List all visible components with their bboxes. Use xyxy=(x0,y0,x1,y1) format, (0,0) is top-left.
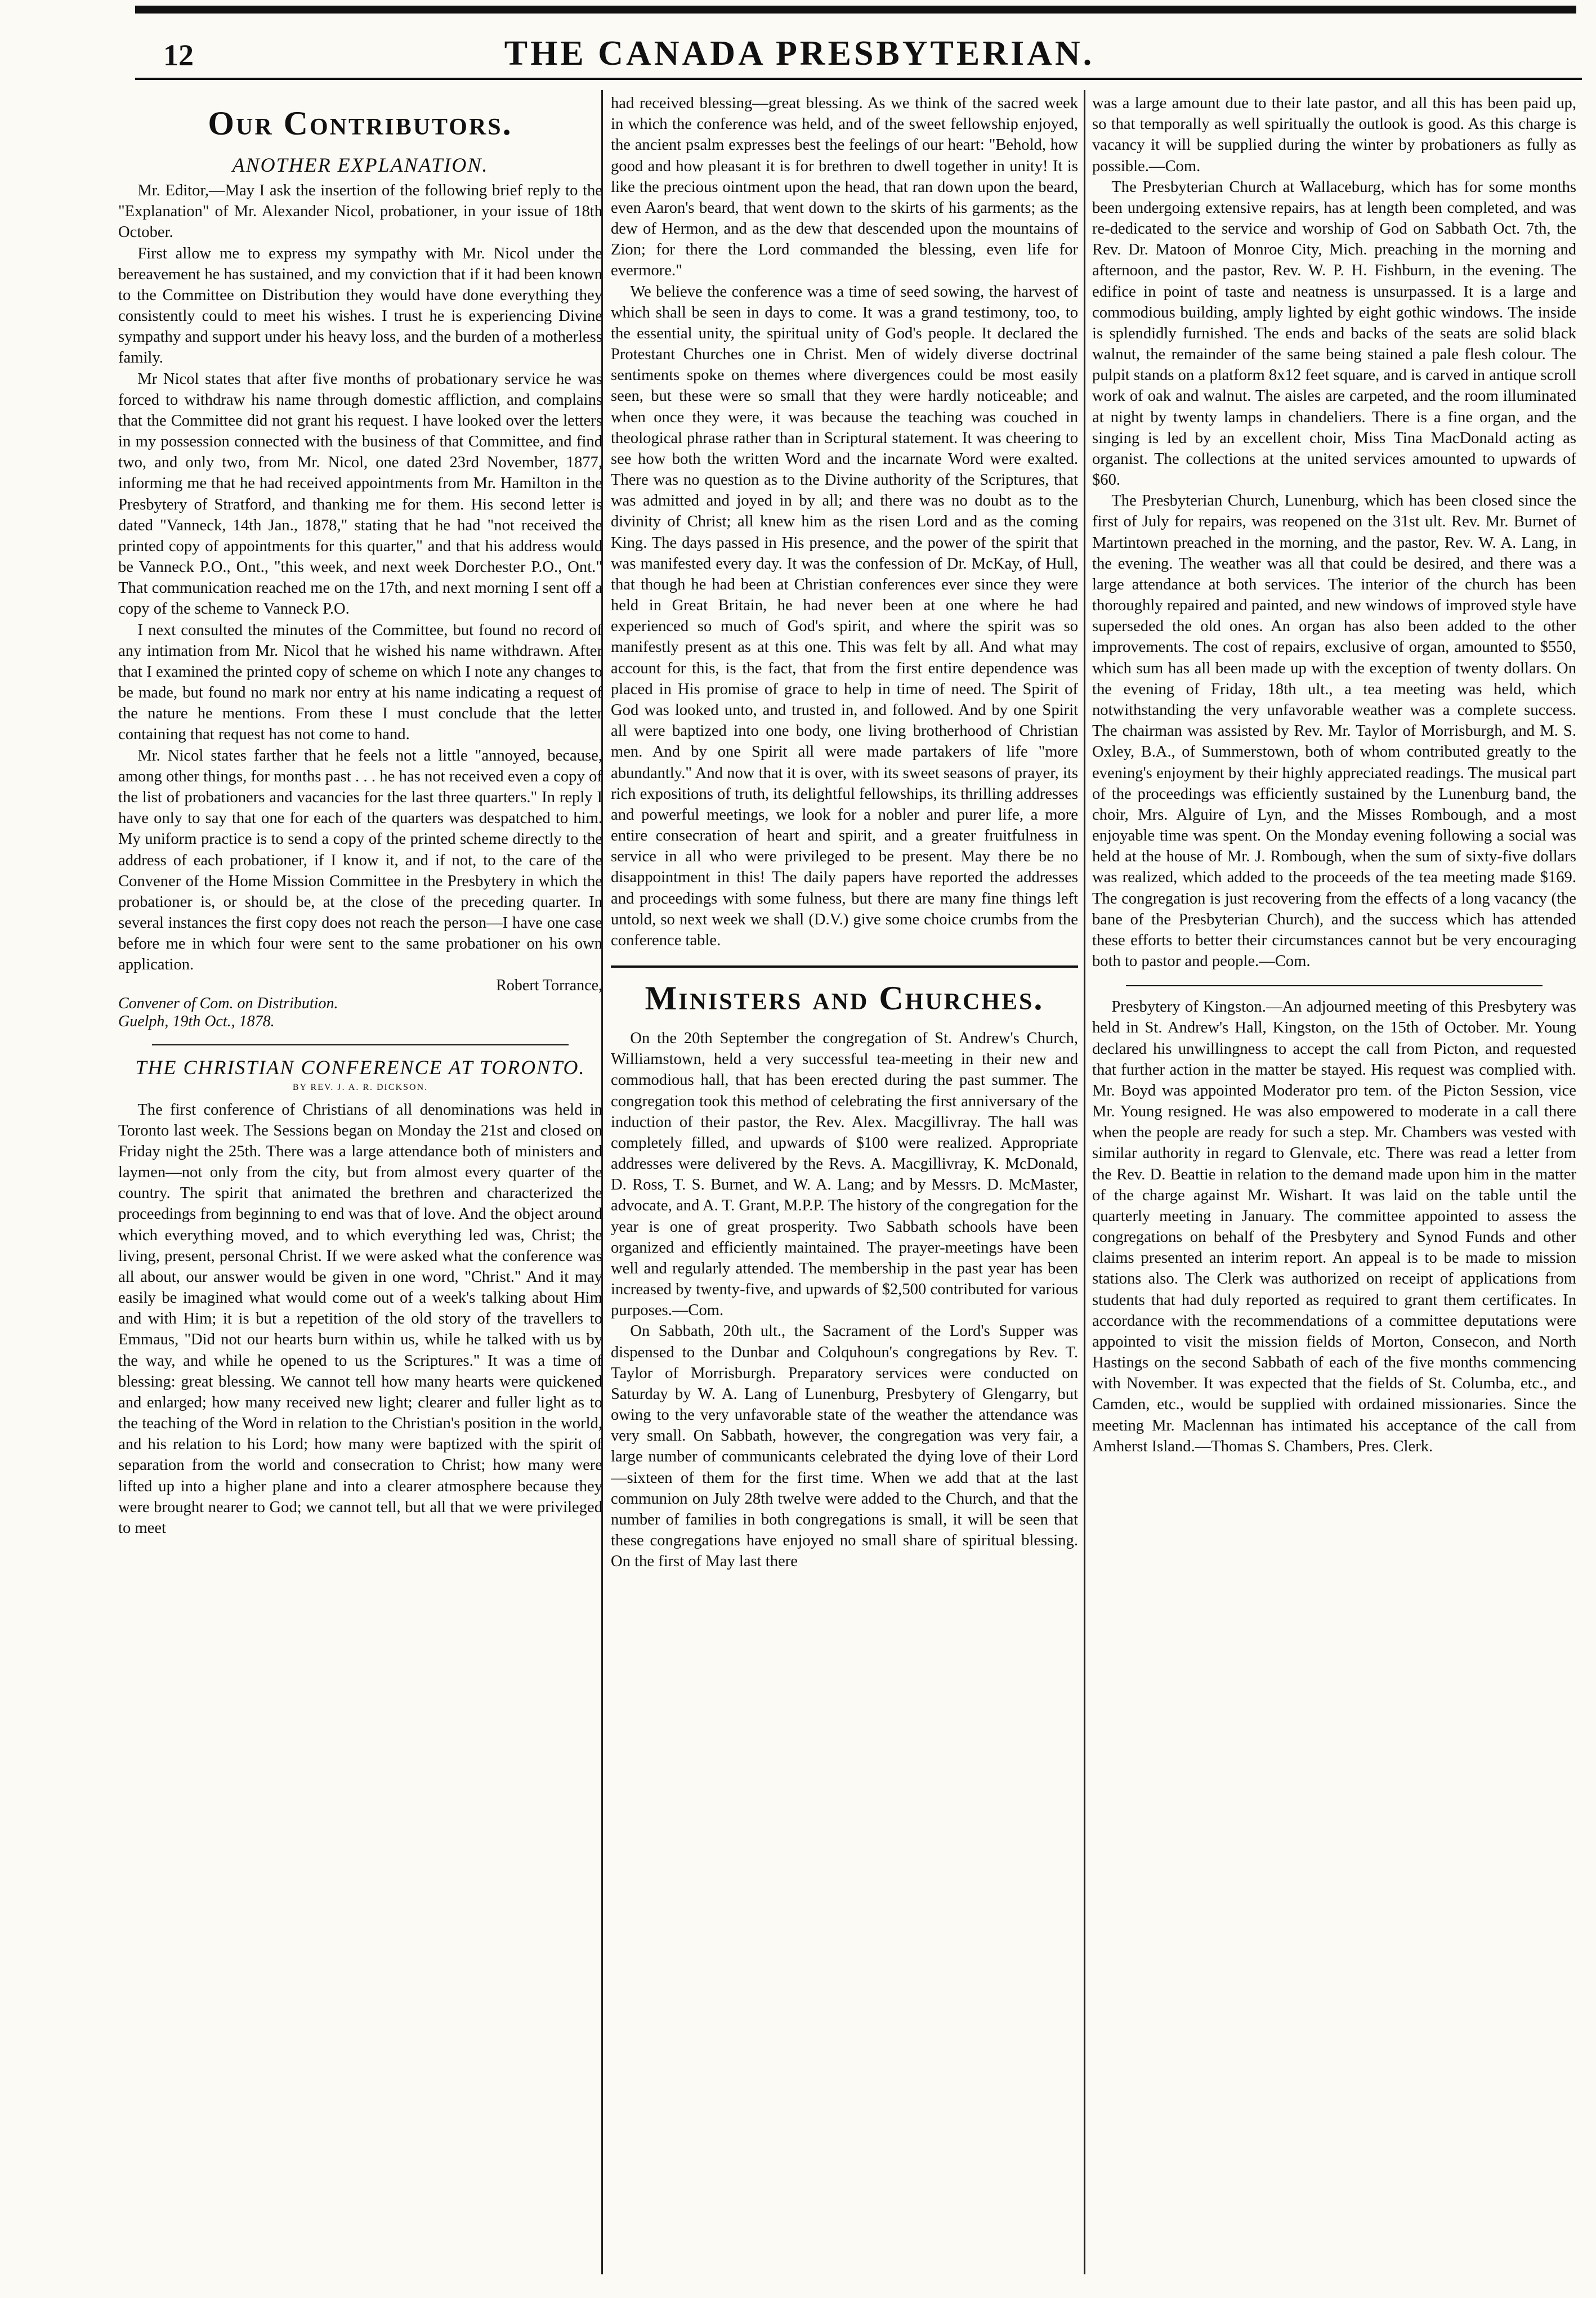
signature-role: Convener of Com. on Distribution. xyxy=(118,994,338,1012)
article-paragraph: The first conference of Christians of all denominations was held in Toronto last week. The Sessions began on Monday the 21st and closed on Friday night the 25th. There was a large attendance both of ministers and laymen—not only from the city, but from almost every quarter of the country. The spirit that animated the brethren and characterized the proceedings from beginning to end was that of love. And the object around which everything moved, and to which everything led was, Christ; the living, present, personal Christ. If we were asked what the conference was all about, our answer would be given in one word, "Christ." And it may easily be imagined what would come out of a week's talking about Him and with Him; it is but a repetition of the old story of the travellers to Emmaus, "Did not our hearts burn within us, while he talked with us by the way, and while he opened to us the Scriptures." It was a time of blessing: great blessing. We cannot tell how many hearts were quickened and enlarged; how many received new light; clearer and fuller light as to the teaching of the Word in relation to the Christian's position in the world, and his relation to his Lord; how many were baptized with the spirit of separation from the world and consecration to Christ; how many were lifted up into a higher plane and into a clearer atmosphere because they were brought nearer to God; we cannot tell, but all that we were privileged to meet xyxy=(118,1101,602,1537)
section-heading-contributors: Our Contributors. xyxy=(208,105,513,142)
article-title: ANOTHER EXPLANATION. xyxy=(232,154,489,176)
article-christian-conference xyxy=(118,1056,602,1539)
news-item: was a large amount due to their late pastor, and all this has been paid up, so that temporally as well spiritually the outlook is good. As this charge is vacancy it will be supplied during the winter by probationers as fully as possible.—Com. xyxy=(1092,95,1576,175)
news-item: On the 20th September the congregation of St. Andrew's Church, Williamstown, held a very successful tea-meeting in their new and commodious hall, that has been erected during the past summer. The congregation took this method of celebrating the first anniversary of the induction of their pastor, the Rev. Alex. Macgillivray. The hall was completely filled, and upwards of $100 were realized. Appropriate addresses were delivered by the Revs. A. Macgillivray, K. McDonald, D. Ross, T. S. Burnet, and W. A. Lang; and by Messrs. D. McMaster, advocate, and A. T. Grant, M.P.P. The history of the congregation for the year is one of great prosperity. Two Sabbath schools have been organized and efficiently maintained. The prayer-meetings have been well and regularly attended. The membership in the past year has been increased by twenty-five, and upwards of $2,500 contributed for various purposes.—Com. xyxy=(611,1030,1078,1320)
news-divider xyxy=(1126,985,1543,986)
article-another-explanation xyxy=(118,153,602,1031)
page-number: 12 xyxy=(163,38,194,72)
column-3 xyxy=(1092,93,1576,2277)
article-paragraph: First allow me to express my sympathy with Mr. Nicol under the bereavement he has sustained, and my conviction that if it had been known to the Committee on Distribution they would have done everything they consistently could to meet his wishes. I trust he is experiencing Divine sympathy and support under his heavy loss, and the burden of a motherless family. xyxy=(118,244,602,367)
article-paragraph: Mr. Nicol states farther that he feels not a little "annoyed, because, among other things, for months past . . . he has not received even a copy of the list of probationers and vacancies for the last three quarters." In reply I have only to say that one for each of the quarters was despatched to him. My uniform practice is to send a copy of the printed scheme directly to the address of each probationer, if I know it, and if not, to the care of the Convener of the Home Mission Committee in the Presbytery in which the probationer is, or should be, at the close of the preceding quarter. In several instances the first copy does not reach the person—I have one case before me in which four were sent to the same probationer on his own application. xyxy=(118,746,602,974)
news-item: On Sabbath, 20th ult., the Sacrament of the Lord's Supper was dispensed to the Dunbar and Colquhoun's congregations by Rev. T. Taylor of Morrisburgh. Preparatory services were conducted on Saturday by W. A. Lang of Lunenburg, Presbytery of Glengarry, but owing to the very unfavorable state of the weather the attendance was very small. On Sabbath, however, the congregation was very fair, a large number of communicants celebrated the dying love of their Lord—sixteen of them for the first time. When we add that at the last communion on July 28th twelve were added to the Church, and that the number of families in both congregations is small, it will be seen that these congregations have enjoyed no small share of spiritual blessing. On the first of May last there xyxy=(611,1322,1078,1571)
article-paragraph: Mr. Editor,—May I ask the insertion of the following brief reply to the "Explanation" of Mr. Alexander Nicol, probationer, in your issue of 18th October. xyxy=(118,182,602,242)
header-rule xyxy=(135,78,1582,80)
article-paragraph: I next consulted the minutes of the Committee, but found no record of any intimation from Mr. Nicol that he wished his name withdrawn. After that I examined the printed copy of scheme on which I note any changes to be made, but found no mark nor entry at his name indicating a request of the nature he mentions. From these I must conclude that the letter containing that request has not come to hand. xyxy=(118,621,602,744)
section-divider xyxy=(611,965,1078,968)
column-divider xyxy=(1084,90,1085,2274)
article-divider xyxy=(152,1044,569,1045)
byline: BY REV. J. A. R. DICKSON. xyxy=(292,1082,428,1092)
news-item: The Presbyterian Church at Wallaceburg, which has for some months been undergoing extensive repairs, has at length been completed, and was re-dedicated to the service and worship of God on Sabbath Oct. 7th, the Rev. Dr. Matoon of Monroe City, Mich. preaching in the morning and afternoon, and the pastor, Rev. W. P. H. Fishburn, in the evening. The edifice in point of taste and neatness is unsurpassed. It is a large and commodious building, amply lighted by eight gothic windows. The inside is splendidly furnished. The ends and backs of the seats are solid black walnut, the remainder of the same being stained a pale flesh colour. The pulpit stands on a platform 8x12 feet square, and is carved in antique scroll work of oak and walnut. The aisles are carpeted, and the room illuminated at night by twenty lamps in chandeliers. There is a fine organ, and the singing is led by an excellent choir, Miss Tina MacDonald acting as organist. The collections at the united services amounted to upwards of $60. xyxy=(1092,178,1576,489)
column-2 xyxy=(611,93,1078,2277)
section-heading-ministers-churches: Ministers and Churches. xyxy=(645,980,1044,1017)
column-1 xyxy=(118,93,602,2277)
masthead-title: THE CANADA PRESBYTERIAN. xyxy=(504,34,1095,73)
article-paragraph: Mr Nicol states that after five months of probationary service he was forced to withdraw his name through domestic affliction, and complains that the Committee did not grant his request. I have looked over the letters in my possession connected with the business of that Committee, and find two, and only two, from Mr. Nicol, one dated 23rd November, 1877, informing me that he had received appointments from Mr. Hamilton in the Presbytery of Stratford, and thanking me for them. His second letter is dated "Vanneck, 14th Jan., 1878," stating that he had "not received the printed copy of appointments for this quarter," and that his address would be Vanneck P.O., Ont., "this week, and next week Dorchester P.O., Ont." That communication reached me on the 17th, and next morning I sent off a copy of the scheme to Vanneck P.O. xyxy=(118,370,602,618)
news-item: The Presbyterian Church, Lunenburg, which has been closed since the first of July for repairs, was reopened on the 31st ult. Rev. Mr. Burnet of Martintown preached in the morning, and the pastor, Rev. W. A. Lang, in the evening. The weather was all that could be desired, and there was a large attendance at both services. The interior of the church has been thoroughly repaired and painted, and new windows of improved style have superseded the old ones. An organ has also been added to the other improvements. The cost of repairs, exclusive of organ, amounted to $550, which sum has all been made up with the exception of twenty dollars. On the evening of Friday, 18th ult., a tea meeting was held, which notwithstanding the very unfavorable weather was a complete success. The chairman was assisted by Rev. Mr. Taylor of Morrisburgh, and M. S. Oxley, B.A., of Summerstown, both of whom contributed greatly to the evening's enjoyment by their highly appreciated readings. The musical part of the proceedings was efficiently sustained by the Lunenburg band, the choir, Mrs. Alguire of Lyn, and the Misses Rombough, and a most enjoyable time was spent. On the Monday evening following a social was held at the house of Mr. J. Rombough, when the sum of sixty-five dollars was realized, which added to the proceeds of the tea meeting made $169. The congregation is just recovering from the effects of a long vacancy (the bane of the Presbyterian Church), and the success which has attended these efforts to better their circumstances cannot but be very encouraging both to pastor and people.—Com. xyxy=(1092,492,1576,971)
place-date: Guelph, 19th Oct., 1878. xyxy=(118,1012,275,1030)
signature: Robert Torrance, xyxy=(496,976,602,994)
article-title: THE CHRISTIAN CONFERENCE AT TORONTO. xyxy=(135,1056,585,1079)
article-paragraph: had received blessing—great blessing. As we think of the sacred week in which the conference was held, and of the sweet fellowship enjoyed, the ancient psalm expresses best the feelings of our heart: "Behold, how good and how pleasant it is for brethren to dwell together in unity! It is like the precious ointment upon the head, that ran down upon the beard, even Aaron's beard, that went down to the skirts of his garments; as the dew of Hermon, and as the dew that descended upon the mountains of Zion; for there the Lord commanded the blessing, even life for evermore." xyxy=(611,95,1078,280)
news-item: Presbytery of Kingston.—An adjourned meeting of this Presbytery was held in St. Andrew's Hall, Kingston, on the 15th of October. Mr. Young declared his unwillingness to accept the call from Picton, and requested that further action in the matter be stayed. His request was complied with. Mr. Boyd was appointed Moderator pro tem. of the Picton Session, vice Mr. Young resigned. He was also empowered to moderate in a call there when the people are ready for such a step. Mr. Chambers was vested with similar authority in regard to Glenvale, etc. There was read a letter from the Rev. D. Beattie in relation to the demand made upon him in the matter of the charge against Mr. Wishart. It was laid on the table until the quarterly meeting in January. The committee appointed to assess the congregations on behalf of the Presbytery and Synod Funds and other claims presented an interim report. An appeal is to be made to mission stations also. The Clerk was authorized on receipt of applications from students that had duly reported as required to grant them certificates. In accordance with the recommendations of a committee deputations were appointed to visit the mission fields of Morton, Consecon, and North Hastings on the second Sabbath of each of the five months commencing with November. It was expected that the fields of St. Columba, etc., and Camden, etc., would be supplied with ordained missionaries. Since the meeting Mr. Maclennan has intimated his acceptance of the call from Amherst Island.—Thomas S. Chambers, Pres. Clerk. xyxy=(1092,998,1576,1455)
article-paragraph: We believe the conference was a time of seed sowing, the harvest of which shall be seen in days to come. It was a grand testimony, too, to the essential unity, the spiritual unity of God's people. It declared the Protestant Churches one in Christ. Men of widely diverse doctrinal sentiments spoke on themes where divergences could be most easily seen, but these were so small that they were hardly noticeable; and when once they were, it was because the teaching was couched in theological phrase rather than in Scriptural statement. It was cheering to see how both the written Word and the incarnate Word were exalted. There was no question as to the Divine authority of the Scriptures, that was admitted and joyed in by all; and there was no doubt as to the divinity of Christ; all knew him as the risen Lord and as the coming King. The days passed in His presence, and the power of the spirit that was manifested every day. It was the confession of Dr. McKay, of Hull, that though he had been at Christian conferences ever since they were held in Great Britain, he had never been at one where he had experienced so much of God's spirit, and where the spirit was so manifestly present as at this one. This was felt by all. And what may account for this, is the fact, that from the first entire dependence was placed in His promise of grace to help in time of need. The Spirit of God was looked unto, and trusted in, and followed. And by one Spirit all were baptized into one body, one living brotherhood of Christian men. And by one Spirit all were made partakers of life "more abundantly." And now that it is over, with its sweet seasons of prayer, its rich expositions of truth, its delightful fellowships, its thrilling addresses and powerful meetings, we look for a nobler and purer life, a more entire consecration of heart and spirit, and a greater fruitfulness in service in all who were privileged to be present. May there be no disappointment in this! The daily papers have reported the addresses and proceedings with some fulness, but there are many fine things left untold, so next week we shall (D.V.) give some choice crumbs from the conference table. xyxy=(611,283,1078,949)
page-header xyxy=(34,7,1565,80)
